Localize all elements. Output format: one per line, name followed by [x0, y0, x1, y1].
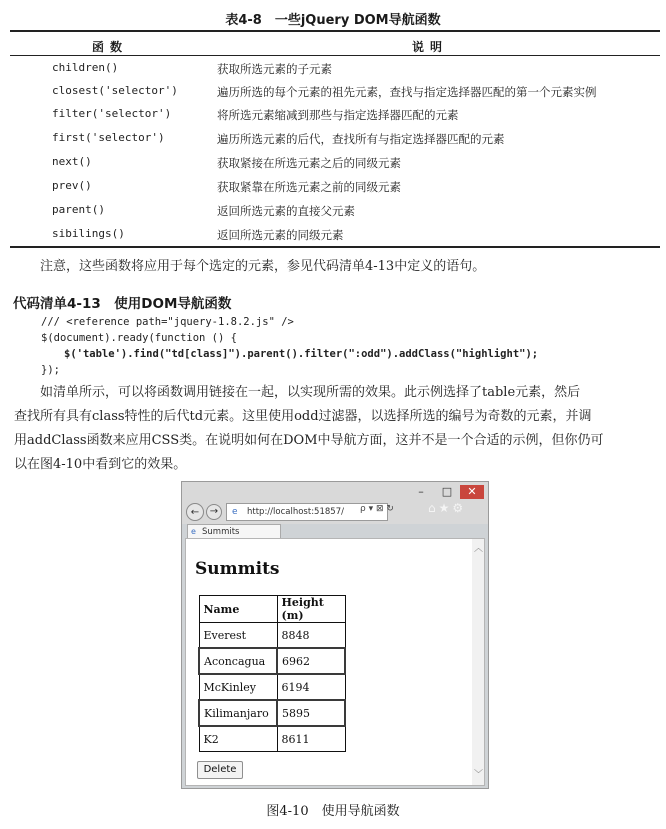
cell-name: Aconcagua [199, 648, 277, 674]
table-row-description: 返回所选元素的直接父元素 [217, 204, 355, 218]
page-icon: e [191, 527, 196, 536]
cell-height: 6194 [277, 674, 345, 700]
table-row-function: filter('selector') [52, 107, 172, 120]
table-row-function: first('selector') [52, 131, 165, 144]
maximize-button[interactable]: □ [441, 485, 453, 498]
cell-name: K2 [199, 726, 277, 752]
table-row-function: next() [52, 155, 92, 168]
table-row-description: 获取所选元素的子元素 [217, 62, 332, 76]
table-row-description: 遍历所选元素的后代，查找所有与指定选择器匹配的元素 [217, 132, 505, 146]
table-row-function: closest('selector') [52, 84, 178, 97]
note-paragraph: 注意，这些函数将应用于每个选定的元素，参见代码清单4-13中定义的语句。 [40, 259, 486, 274]
close-button[interactable]: ✕ [460, 485, 484, 499]
toolbar-icons[interactable]: ⌂★⚙ [428, 501, 467, 515]
table-row-description: 将所选元素缩减到那些与指定选择器匹配的元素 [217, 108, 459, 122]
cell-name: Kilimanjaro [199, 700, 277, 726]
table-bottom-rule [10, 246, 660, 248]
tab-label: Summits [202, 527, 240, 537]
table-row [199, 623, 345, 649]
back-arrow-icon[interactable]: ← [186, 503, 204, 521]
browser-chrome [182, 482, 488, 524]
table-row-function: sibilings() [52, 227, 125, 240]
page-heading: Summits [195, 559, 280, 579]
body-paragraph-line: 以在图4-10中看到它的效果。 [14, 457, 187, 472]
cell-height: 8611 [277, 726, 345, 752]
table-row-function: children() [52, 61, 119, 74]
body-paragraph-line: 用addClass函数来应用CSS类。在说明如何在DOM中导航方面，这并不是一个合适的示例，但你仍可 [14, 433, 604, 448]
browser-window [181, 481, 489, 789]
figure-caption: 图4-10 使用导航函数 [266, 804, 400, 819]
cell-height: 5895 [277, 700, 345, 726]
table-header-row [199, 596, 345, 623]
table-row-description: 获取紧靠在所选元素之前的同级元素 [217, 180, 401, 194]
table-row-description: 遍历所选的每个元素的祖先元素，查找与指定选择器匹配的第一个元素实例 [217, 85, 597, 99]
cell-name: McKinley [199, 674, 277, 700]
forward-arrow-icon[interactable]: → [206, 504, 222, 520]
table-row-highlighted [199, 648, 345, 674]
table-title: 表4-8 一些jQuery DOM导航函数 [225, 13, 441, 28]
cell-height: 6962 [277, 648, 345, 674]
code-line: $('table').find("td[class]").parent().filter(":odd").addClass("highlight"); [64, 348, 539, 360]
header-height: Height (m) [277, 596, 345, 623]
delete-button[interactable]: Delete [197, 761, 243, 779]
header-name: Name [199, 596, 277, 623]
table-top-rule [10, 30, 660, 32]
cell-height: 8848 [277, 623, 345, 649]
code-line: $(document).ready(function () { [41, 332, 237, 344]
table-row-description: 返回所选元素的同级元素 [217, 228, 344, 242]
column-header-function: 函数 [91, 40, 128, 54]
table-row [199, 674, 345, 700]
code-line: /// <reference path="jquery-1.8.2.js" /> [41, 316, 294, 328]
scroll-up-icon[interactable]: ︿ [473, 544, 483, 554]
cell-name: Everest [199, 623, 277, 649]
scroll-down-icon[interactable]: ﹀ [473, 770, 483, 780]
page-viewport [185, 538, 485, 786]
column-header-description: 说明 [411, 40, 448, 54]
body-paragraph-line: 查找所有具有class特性的后代td元素。这里使用odd过滤器，以选择所选的编号为奇数的元素，并调 [14, 409, 592, 424]
ie-logo-icon: e [232, 507, 238, 517]
minimize-button[interactable]: – [418, 485, 424, 498]
address-bar-icons[interactable]: ρ ▾ ⊠ ↻ [360, 504, 394, 514]
address-text: http://localhost:51857/ [247, 507, 344, 517]
table-row-function: prev() [52, 179, 92, 192]
tab-summits[interactable] [187, 524, 281, 538]
table-row-highlighted [199, 700, 345, 726]
body-paragraph-line: 如清单所示，可以将函数调用链接在一起，以实现所需的效果。此示例选择了table元素，然后 [40, 385, 581, 400]
table-header-rule [10, 55, 660, 56]
listing-title: 代码清单4-13 使用DOM导航函数 [13, 296, 232, 312]
table-row [199, 726, 345, 752]
scrollbar[interactable] [472, 539, 484, 785]
table-row-function: parent() [52, 203, 105, 216]
code-line: }); [41, 364, 60, 376]
table-row-description: 获取紧接在所选元素之后的同级元素 [217, 156, 401, 170]
summits-table [198, 595, 346, 752]
